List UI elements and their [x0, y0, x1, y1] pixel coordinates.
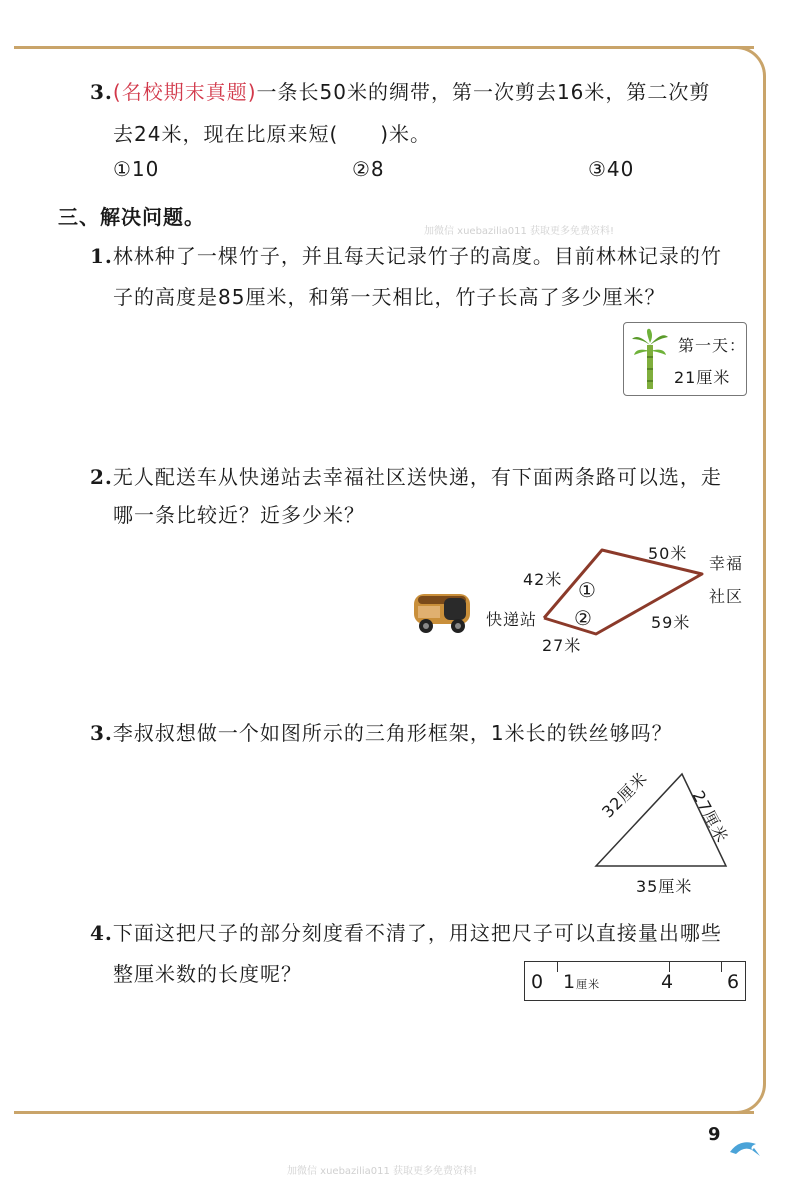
segment-59-label: 59米 — [651, 613, 691, 632]
ruler-unit: 厘米 — [576, 978, 601, 991]
segment-27-label: 27米 — [542, 636, 582, 655]
ruler — [524, 961, 746, 1001]
delivery-vehicle-icon — [410, 588, 474, 636]
option-1[interactable]: ①10 — [113, 157, 160, 181]
problem-number: 1. — [90, 244, 113, 268]
section-title: 三、解决问题。 — [58, 205, 205, 229]
choice-question — [90, 76, 710, 105]
segment-42-label: 42米 — [523, 570, 563, 589]
problem-number: 2. — [90, 465, 113, 489]
end-label-line1: 幸福 — [709, 554, 744, 573]
problem-4 — [90, 917, 722, 946]
start-label: 快递站 — [486, 610, 538, 629]
route-2-label: ② — [574, 606, 593, 630]
ruler-mark-0: 0 — [531, 971, 545, 993]
end-label-line2: 社区 — [709, 587, 744, 606]
watermark-bottom: 加微信 xuebazilia011 获取更多免费资料! — [287, 1166, 478, 1177]
triangle-right-side-label: 27厘米 — [688, 787, 732, 847]
problem-text: 下面这把尺子的部分刻度看不清了，用这把尺子可以直接量出哪些 — [112, 921, 722, 945]
card-value: 21厘米 — [674, 368, 731, 387]
problem-number: 4. — [90, 921, 113, 945]
page-number: 9 — [708, 1124, 721, 1145]
option-2[interactable]: ②8 — [352, 157, 385, 181]
option-3[interactable]: ③40 — [588, 157, 635, 181]
frame-bottom-rule — [14, 1111, 754, 1114]
problem-text-line2: 子的高度是85厘米，和第一天相比，竹子长高了多少厘米？ — [113, 285, 666, 309]
triangle-bottom-side-label: 35厘米 — [636, 877, 693, 896]
tick-6 — [721, 962, 722, 972]
problem-text-line2: 哪一条比较近？近多少米？ — [113, 503, 365, 527]
triangle-left-side-label: 32厘米 — [598, 768, 652, 822]
problem-2 — [90, 461, 722, 490]
problem-text-line2: 整厘米数的长度呢？ — [113, 962, 302, 986]
bamboo-card — [623, 322, 747, 396]
question-number: 3. — [90, 80, 113, 104]
dolphin-icon — [728, 1136, 762, 1160]
problem-number: 3. — [90, 721, 113, 745]
question-text-line2: 去24米，现在比原来短( )米。 — [113, 122, 432, 146]
tick-1 — [557, 962, 558, 972]
problem-text: 无人配送车从快递站去幸福社区送快递，有下面两条路可以选，走 — [112, 465, 722, 489]
segment-50-label: 50米 — [648, 544, 688, 563]
watermark: 加微信 xuebazilia011 获取更多免费资料! — [424, 226, 615, 237]
problem-1 — [90, 240, 722, 269]
card-label: 第一天： — [678, 336, 747, 355]
ruler-mark-6: 6 — [727, 971, 741, 993]
problem-text: 林林种了一棵竹子，并且每天记录竹子的高度。目前林林记录的竹 — [112, 244, 722, 268]
problem-3 — [90, 717, 673, 746]
question-text: 一条长50米的绸带，第一次剪去16米，第二次剪 — [256, 80, 711, 104]
ruler-mark-4: 4 — [661, 971, 675, 993]
ruler-mark-1: 1 — [563, 971, 577, 993]
source-tag: (名校期末真题) — [112, 80, 257, 104]
problem-text: 李叔叔想做一个如图所示的三角形框架，1米长的铁丝够吗？ — [112, 721, 673, 745]
bamboo-icon — [630, 327, 670, 391]
route-1-label: ① — [578, 578, 597, 602]
